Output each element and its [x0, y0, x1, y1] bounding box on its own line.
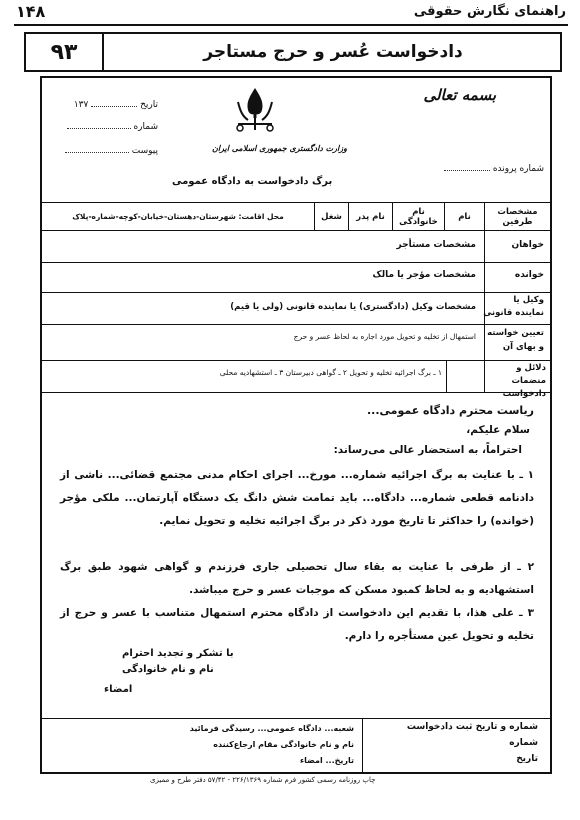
row-value-lawyer: مشخصات وکیل (دادگستری) یا نماینده قانونی (ولی یا قیم): [230, 302, 476, 312]
row-label-defendant: خوانده: [514, 270, 544, 280]
registration-title: شماره و تاریخ ثبت دادخواست: [406, 722, 538, 732]
letter-paragraph-2: ۲ ـ از طرفی با عنایت به بقاء سال تحصیلی جاری فرزندم و گواهی شهود طبق برگ استشهادیه و به لحاظ کمبود مسکن که موجبات عسر و حرج میباشد.: [60, 561, 534, 596]
col-address: محل اقامت: شهرستان-دهستان-خیابان-کوچه-شماره-پلاک: [72, 212, 284, 221]
letter-paragraph-3: ۳ ـ علی هذا، با تقدیم این دادخواست از دادگاه محترم استمهال متناسب با عسر و حرج از تخلیه و تحویل عین مستأجره را دارم.: [60, 607, 534, 642]
letter-signature-label: امضاء: [104, 684, 133, 695]
letter-paragraph-1: ۱ ـ با عنایت به برگ اجرائیه شماره... مورخ... اجرای احکام مدنی مجتمع قضائی... ناشی از دادنامه قطعی شماره... دادگاه... باید تمامت شش دانگ یک دستگاه آپارتمان... ملکی مؤجر (خوانده) را حداکثر تا تاریخ مورد ذکر در برگ اجرائیه تخلیه و تحویل نمایم.: [60, 469, 534, 527]
row-label-evidence: دلائل و منضمات دادخواست: [502, 363, 546, 399]
date-label: تاریخ: [140, 100, 158, 110]
petition-form: [40, 76, 552, 774]
attachment-label: پیوست: [131, 146, 158, 156]
letter-name-label: نام و نام خانوادگی: [122, 664, 214, 675]
referral-officer: نام و نام خانوادگی مقام ارجاع‌کننده: [213, 740, 354, 749]
col-parties: مشخصات طرفین: [497, 206, 538, 227]
row-value-plaintiff: مشخصات مستأجر: [396, 240, 476, 250]
col-surname: نام خانوادگی: [399, 206, 438, 227]
case-number-label: شماره پرونده: [492, 164, 544, 174]
referral-date-signature: تاریخ... امضاء: [300, 756, 354, 765]
registration-date-label: تاریخ: [516, 754, 538, 764]
case-number-field: [418, 164, 544, 174]
row-value-claim: استمهال از تخلیه و تحویل مورد اجاره به لحاظ عسر و حرج: [293, 332, 476, 341]
attachment-field: [50, 146, 158, 156]
ministry-name: وزارت دادگستری جمهوری اسلامی ایران: [212, 144, 347, 153]
title-box: [24, 32, 562, 72]
col-father-name: نام پدر: [356, 211, 385, 222]
book-title: راهنمای نگارش حقوقی: [413, 4, 566, 19]
letter-greeting: سلام علیکم،: [466, 424, 530, 436]
col-job: شغل: [321, 211, 342, 222]
date-field: [50, 100, 158, 110]
letter-intro: احتراماً، به استحضار عالی می‌رساند:: [333, 444, 522, 456]
page-number: ۱۴۸: [16, 2, 46, 21]
basmala: بسمه تعالی: [423, 86, 496, 104]
number-field: [50, 122, 158, 132]
form-number: ۹۳: [26, 34, 104, 70]
letter-addressee: ریاست محترم دادگاه عمومی...: [366, 404, 534, 417]
row-label-lawyer: وکیل یا نماینده قانونی: [483, 295, 544, 318]
form-caption: برگ دادخواست به دادگاه عمومی: [172, 176, 333, 187]
form-title: دادخواست عُسر و حرج مستاجر: [203, 42, 463, 62]
row-label-claim: تعیین خواسته و بهای آن: [487, 328, 544, 352]
print-note: چاپ روزنامه رسمی کشور فرم شماره ۲۲۶/۱۳۶۹ - ۵۷/۴۲ دفتر طرح و ممیزی: [150, 776, 376, 784]
referral-branch: شعبه... دادگاه عمومی... رسیدگی فرمائید: [189, 724, 354, 733]
iran-emblem-icon: [232, 84, 278, 132]
date-value: ۱۳۷: [73, 100, 89, 110]
number-label: شماره: [133, 122, 158, 132]
registration-number-label: شماره: [509, 738, 538, 748]
letter-closing: با تشکر و تجدید احترام: [122, 648, 234, 659]
col-name: نام: [458, 211, 471, 222]
row-label-plaintiff: خواهان: [511, 240, 544, 250]
row-value-evidence: ۱ ـ برگ اجرائیه تخلیه و تحویل ۲ ـ گواهی دبیرستان ۳ ـ استشهادیه محلی: [219, 368, 442, 377]
row-value-defendant: مشخصات مؤجر یا مالک: [372, 270, 476, 280]
header-rule: [14, 24, 568, 26]
